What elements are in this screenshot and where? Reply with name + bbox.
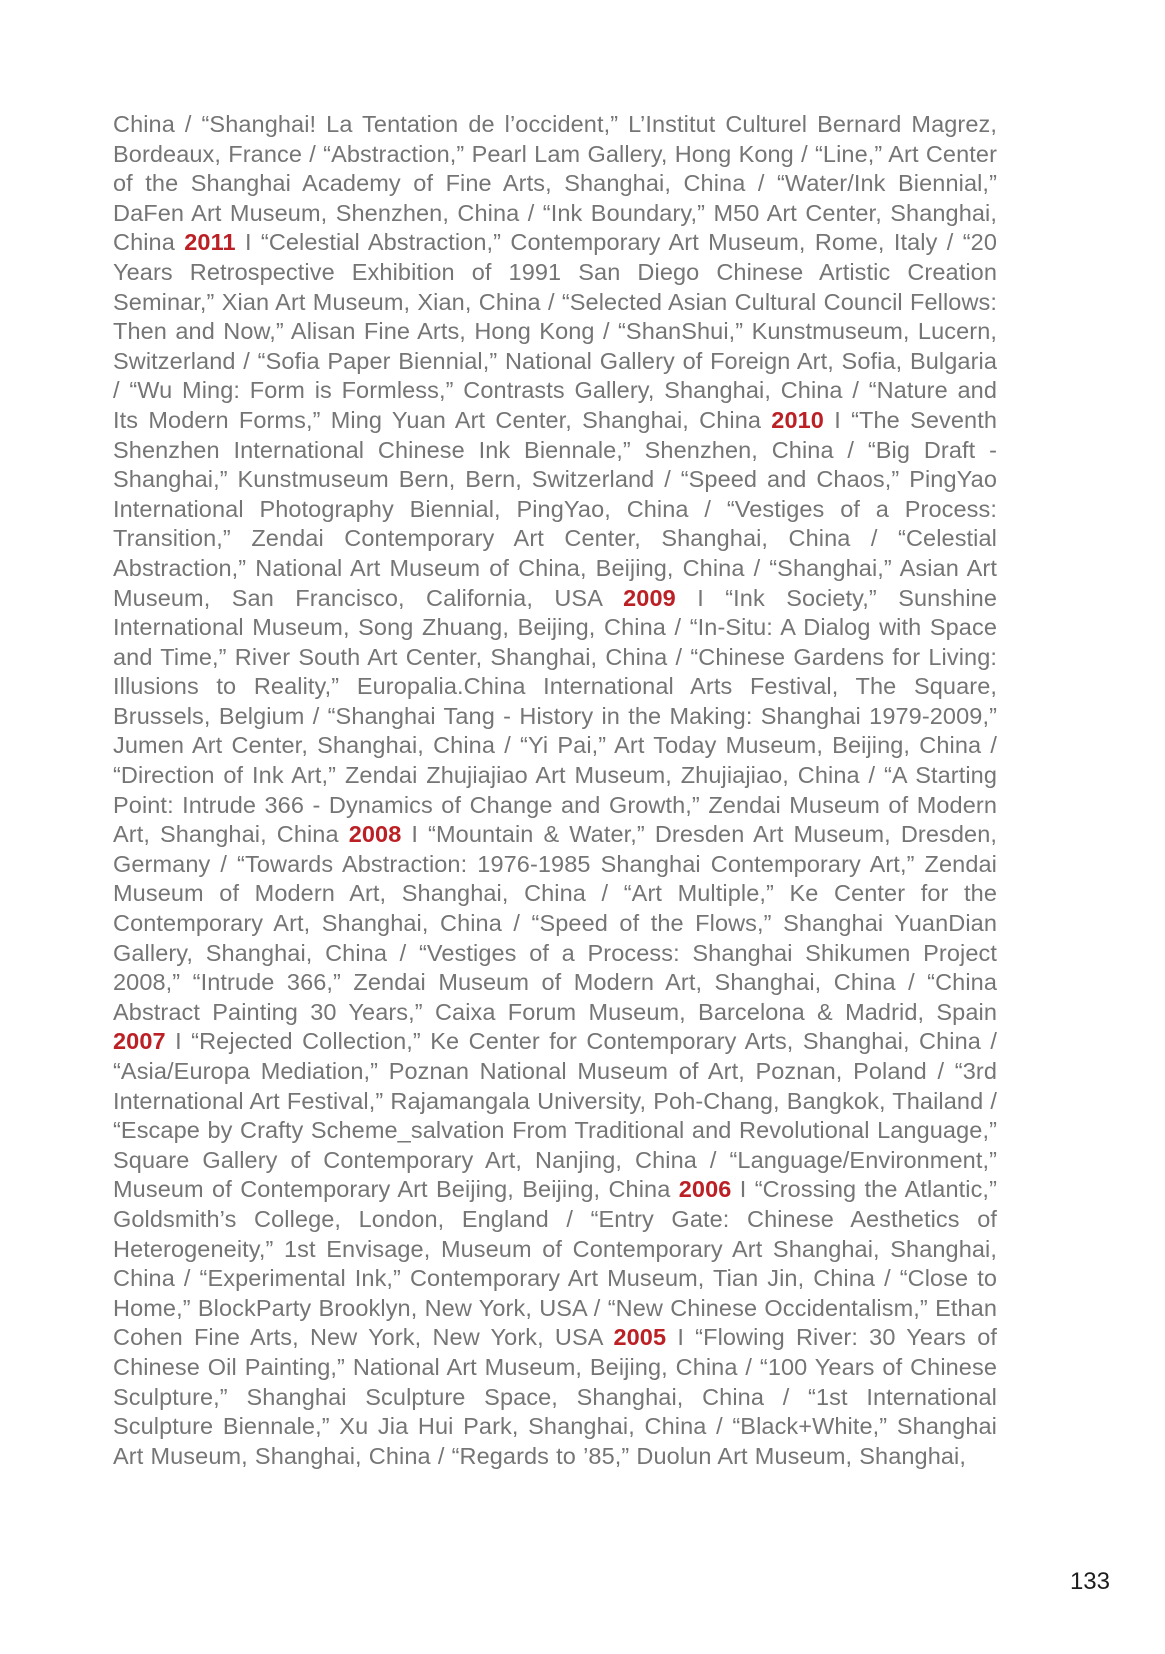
exhibition-text-segment: I “Rejected Collection,” Ke Center for Contemporary Arts, Shanghai, China / “Asia/Europa Mediation,” Poznan National Museum of Art, Poznan, Poland / “3rd International Art Festival,” Rajamangala University, Poh-Chang, Bangkok, Thailand / “Escape by Crafty Scheme_salvation From Traditional and Revolutional Language,” Square Gallery of Contemporary Art, Nanjing, China / “Language/Environment,” Museum of Contemporary Art Beijing, Beijing, China — [113, 1028, 997, 1203]
exhibition-text-segment: I “The Seventh Shenzhen International Chinese Ink Biennale,” Shenzhen, China / “Big Draft - Shanghai,” Kunstmuseum Bern, Bern, Switzerland / “Speed and Chaos,” PingYao International Photography Biennial, PingYao, China / “Vestiges of a Process: Transition,” Zendai Contemporary Art Center, Shanghai, China / “Celestial Abstraction,” National Art Museum of China, Beijing, China / “Shanghai,” Asian Art Museum, San Francisco, California, USA — [113, 406, 998, 611]
year-marker-2010: 2010 — [771, 406, 824, 433]
year-marker-2005: 2005 — [613, 1324, 667, 1351]
year-marker-2009: 2009 — [623, 584, 676, 611]
page-number: 133 — [1069, 1568, 1110, 1595]
year-marker-2011: 2011 — [184, 229, 236, 256]
exhibition-text-segment: I “Crossing the Atlantic,” Goldsmith’s College, London, England / “Entry Gate: Chinese Aesthetics of Heterogeneity,” 1st Envisage, Museum of Contemporary Art Shanghai, Shanghai, China / “Experimental Ink,” Contemporary Art Museum, Tian Jin, China / “Close to Home,” BlockParty Brooklyn, New York, USA / “New Chinese Occidentalism,” Ethan Cohen Fine Arts, New York, New York, USA — [113, 1176, 997, 1351]
exhibition-history-paragraph — [113, 110, 997, 1471]
exhibition-text-segment: I “Ink Society,” Sunshine International Museum, Song Zhuang, Beijing, China / “In-Situ: A Dialog with Space and Time,” River South Art Center, Shanghai, China / “Chinese Gardens for Living: Illusions to Reality,” Europalia.China International Arts Festival, The Square, Brussels, Belgium / “Shanghai Tang - History in the Making: Shanghai 1979-2009,” Jumen Art Center, Shanghai, China / “Yi Pai,” Art Today Museum, Beijing, China / “Direction of Ink Art,” Zendai Zhujiajiao Art Museum, Zhujiajiao, China / “A Starting Point: Intrude 366 - Dynamics of Change and Growth,” Zendai Museum of Modern Art, Shanghai, China — [113, 584, 997, 848]
year-marker-2008: 2008 — [348, 821, 402, 848]
exhibition-text-segment: I “Mountain & Water,” Dresden Art Museum, Dresden, Germany / “Towards Abstraction: 1976-1985 Shanghai Contemporary Art,” Zendai Museum of Modern Art, Shanghai, China / “Art Multiple,” Ke Center for the Contemporary Art, Shanghai, China / “Speed of the Flows,” Shanghai YuanDian Gallery, Shanghai, China / “Vestiges of a Process: Shanghai Shikumen Project 2008,” “Intrude 366,” Zendai Museum of Modern Art, Shanghai, China / “China Abstract Painting 30 Years,” Caixa Forum Museum, Barcelona & Madrid, Spain — [113, 821, 997, 1025]
exhibition-text-segment: China / “Shanghai! La Tentation de l’occident,” L’Institut Culturel Bernard Magrez, Bordeaux, France / “Abstraction,” Pearl Lam Gallery, Hong Kong / “Line,” Art Center of the Shanghai Academy of Fine Arts, Shanghai, China / “Water/Ink Biennial,” DaFen Art Museum, Shenzhen, China / “Ink Boundary,” M50 Art Center, Shanghai, China — [113, 111, 997, 256]
year-marker-2006: 2006 — [678, 1176, 732, 1203]
exhibition-text-segment: I “Celestial Abstraction,” Contemporary Art Museum, Rome, Italy / “20 Years Retrospective Exhibition of 1991 San Diego Chinese Artistic Creation Seminar,” Xian Art Museum, Xian, China / “Selected Asian Cultural Council Fellows: Then and Now,” Alisan Fine Arts, Hong Kong / “ShanShui,” Kunstmuseum, Lucern, Switzerland / “Sofia Paper Biennial,” National Gallery of Foreign Art, Sofia, Bulgaria / “Wu Ming: Form is Formless,” Contrasts Gallery, Shanghai, China / “Nature and Its Modern Forms,” Ming Yuan Art Center, Shanghai, China — [113, 229, 997, 433]
exhibition-text-segment: I “Flowing River: 30 Years of Chinese Oil Painting,” National Art Museum, Beijing, China / “100 Years of Chinese Sculpture,” Shanghai Sculpture Space, Shanghai, China / “1st International Sculpture Biennale,” Xu Jia Hui Park, Shanghai, China / “Black+White,” Shanghai Art Museum, Shanghai, China / “Regards to ’85,” Duolun Art Museum, Shanghai, — [113, 1324, 998, 1469]
year-marker-2007: 2007 — [113, 1028, 166, 1055]
